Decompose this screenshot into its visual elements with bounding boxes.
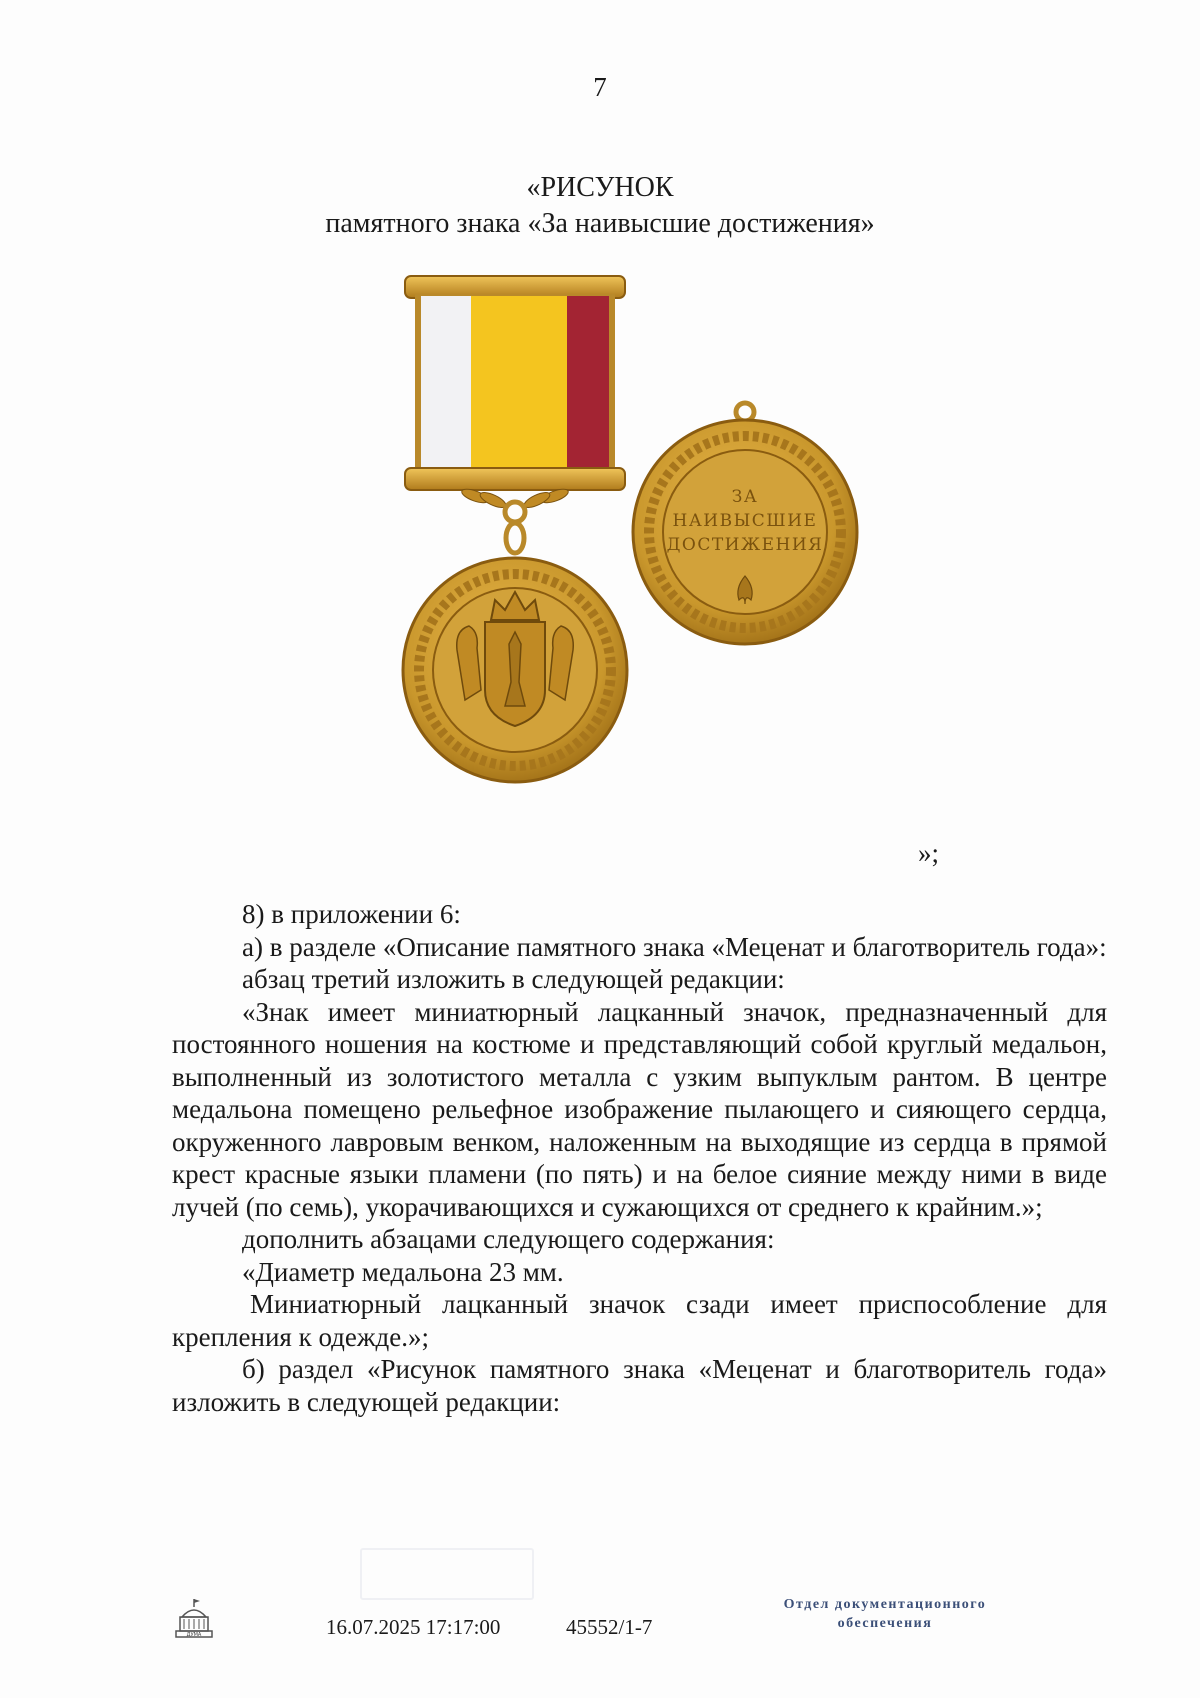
- ribbon-stripe-crimson: [567, 296, 609, 470]
- paragraph-description: «Знак имеет миниатюрный лацканный значок, предназначенный для постоянного ношения на костюме и представляющий собой круглый медальон, выполненный из золотистого металла с узким выпуклым рантом. В центре медальона помещено рельефное изображение пылающего и сияющего сердца, окруженного лавровым венком, наложенным на выходящие из сердца в прямой крест красные языки пламени (по пять) и на белое сияние между ними в виде лучей (по семь), укорачивающихся и сужающихся от среднего к крайним.»;: [172, 996, 1107, 1222]
- paragraph-item-8: 8) в приложении 6:: [242, 899, 461, 929]
- reverse-eyelet: [736, 403, 754, 421]
- figure-title: [0, 170, 1200, 242]
- medal-reverse: [633, 403, 857, 644]
- reverse-inscription-line2: НАИВЫСШИЕ: [672, 511, 818, 531]
- medal-illustration: [395, 270, 955, 830]
- reverse-inscription-line3: ДОСТИЖЕНИЯ: [666, 535, 824, 555]
- bottom-bar: [405, 468, 625, 490]
- paragraph-supplement: дополнить абзацами следующего содержания:: [242, 1224, 775, 1254]
- faint-stamp-mark: [360, 1548, 534, 1600]
- ribbon-block: [405, 276, 625, 553]
- stamp-line-2: обеспечения: [837, 1616, 933, 1631]
- duma-logo-text: ДУМА: [186, 1632, 202, 1638]
- suspension-link: [506, 523, 524, 553]
- stamp-line-1: Отдел документационного: [783, 1597, 987, 1612]
- duma-logo-icon: [172, 1595, 216, 1641]
- ribbon-stripe-yellow: [471, 296, 567, 470]
- paragraph-subitem-a: а) в разделе «Описание памятного знака «Меценат и благотворитель года»:: [242, 931, 1107, 962]
- medal-front: [403, 558, 627, 782]
- paragraph-subitem-b: б) раздел «Рисунок памятного знака «Меценат и благотворитель года» изложить в следующей редакции:: [172, 1354, 1107, 1417]
- body-text: [172, 898, 1107, 1418]
- paragraph-diameter: «Диаметр медальона 23 мм.: [242, 1256, 564, 1287]
- figure-subtitle: памятного знака «За наивысшие достижения»: [325, 208, 875, 239]
- suspension-ring: [505, 502, 525, 522]
- figure-title-main: «РИСУНОК: [526, 172, 674, 203]
- footer-doc-number: 45552/1-7: [566, 1615, 653, 1639]
- footer-datetime: 16.07.2025 17:17:00: [326, 1615, 501, 1639]
- paragraph-instruction: абзац третий изложить в следующей редакции:: [242, 964, 785, 994]
- figure-closing-quote: »;: [918, 838, 940, 868]
- page-footer: [0, 1595, 1200, 1685]
- page-number: 7: [593, 72, 607, 102]
- paragraph-fastening: Миниатюрный лацканный значок сзади имеет приспособление для крепления к одежде.»;: [172, 1289, 1107, 1352]
- ribbon-stripe-white: [421, 296, 471, 470]
- reverse-inscription-line1: ЗА: [731, 487, 759, 507]
- department-stamp: [745, 1595, 1025, 1633]
